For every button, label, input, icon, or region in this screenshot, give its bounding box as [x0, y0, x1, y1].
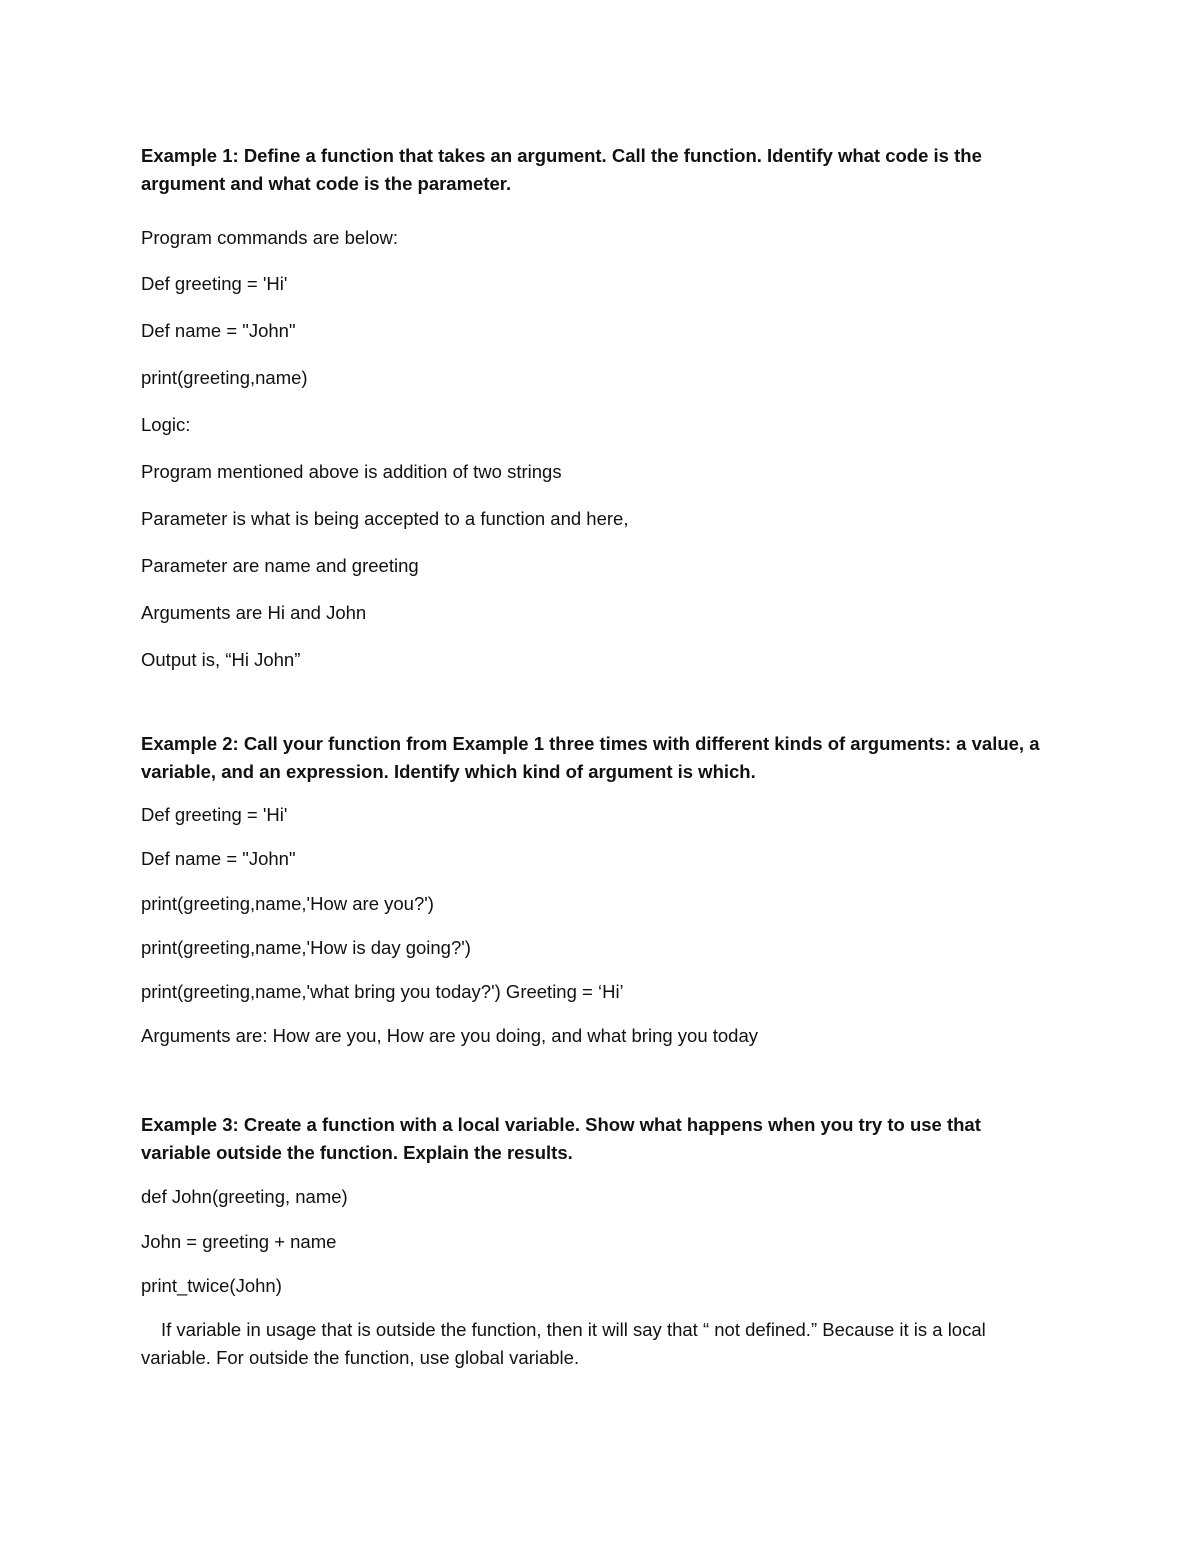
example1-line: Logic: [141, 414, 191, 435]
example3-line: John = greeting + name [141, 1231, 337, 1252]
example1-line: Def greeting = 'Hi' [141, 273, 288, 294]
example3-line: def John(greeting, name) [141, 1186, 348, 1207]
example2-heading-line1: Example 2: Call your function from Example 1 three times with different kinds of arguments: a value, a [141, 733, 1040, 754]
example1-line: Output is, “Hi John” [141, 649, 301, 670]
example3-explanation-line1: If variable in usage that is outside the function, then it will say that “ not defined.” Because it is a local [161, 1319, 986, 1340]
example1-line: Parameter are name and greeting [141, 555, 419, 576]
example1-line: Program mentioned above is addition of two strings [141, 461, 562, 482]
example2-line: print(greeting,name,'How are you?') [141, 893, 434, 914]
example2-line: Arguments are: How are you, How are you doing, and what bring you today [141, 1025, 759, 1046]
example3-heading-line1: Example 3: Create a function with a local variable. Show what happens when you try to use that [141, 1114, 981, 1135]
example2-line: Def name = "John" [141, 848, 296, 869]
example1-heading-line2: argument and what code is the parameter. [141, 173, 512, 194]
example3-line: print_twice(John) [141, 1275, 282, 1296]
example1-line: Program commands are below: [141, 227, 399, 248]
example3-heading-line2: variable outside the function. Explain the results. [141, 1142, 573, 1163]
example2-line: print(greeting,name,'what bring you today?') Greeting = ‘Hi’ [141, 981, 624, 1002]
example1-line: Parameter is what is being accepted to a function and here, [141, 508, 629, 529]
example1-line: print(greeting,name) [141, 367, 308, 388]
example1-line: Def name = "John" [141, 320, 296, 341]
example1-line: Arguments are Hi and John [141, 602, 367, 623]
example2-heading-line2: variable, and an expression. Identify which kind of argument is which. [141, 761, 756, 782]
example2-line: print(greeting,name,'How is day going?') [141, 937, 471, 958]
example3-explanation-line2: variable. For outside the function, use global variable. [141, 1347, 580, 1368]
example1-heading-line1: Example 1: Define a function that takes an argument. Call the function. Identify what code is the [141, 145, 982, 166]
example2-line: Def greeting = 'Hi' [141, 804, 288, 825]
